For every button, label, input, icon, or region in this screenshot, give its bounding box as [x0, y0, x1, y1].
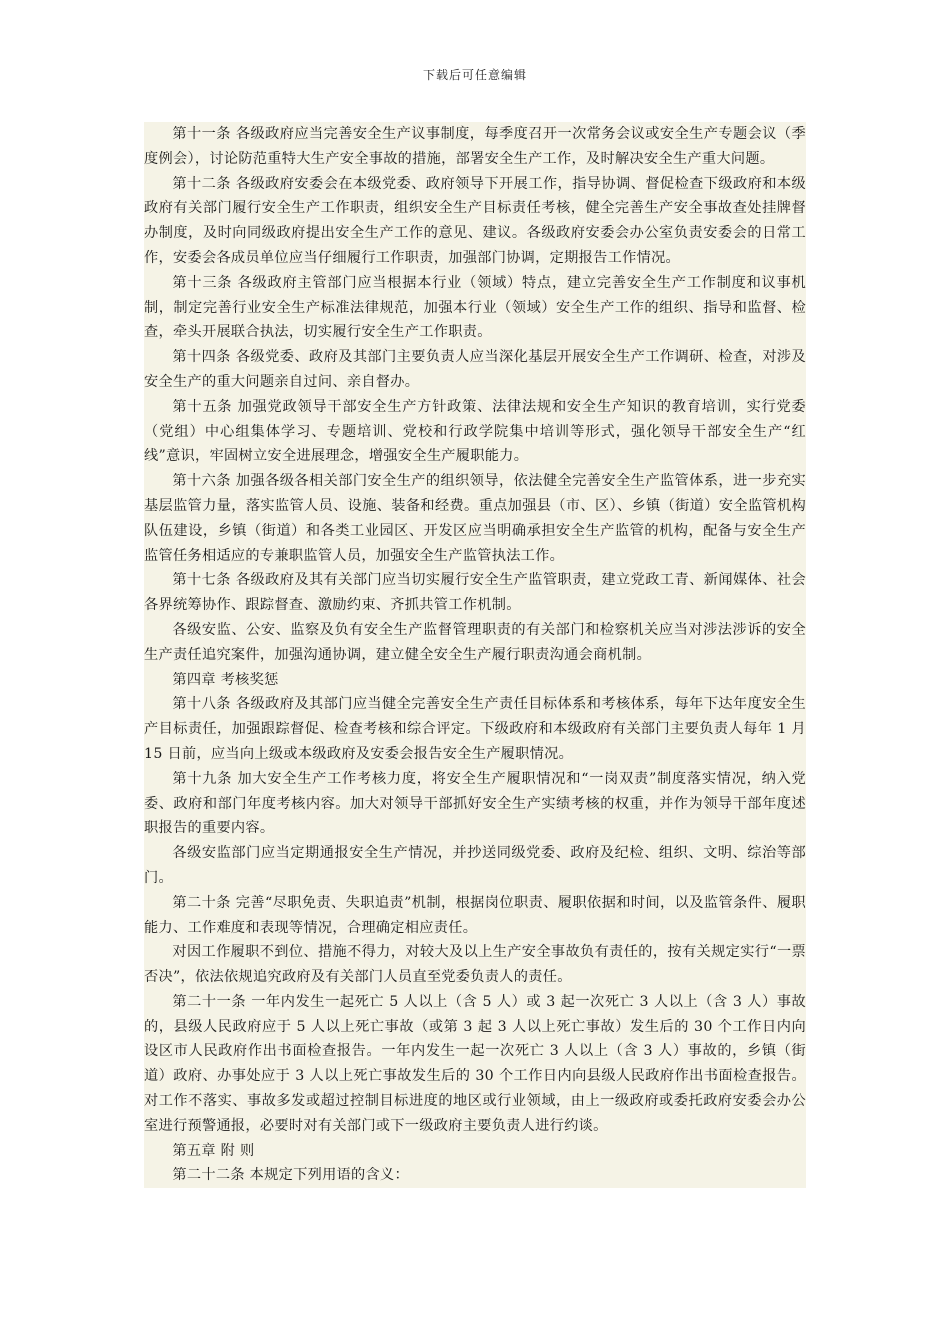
article-19: 第十九条 加大安全生产工作考核力度，将安全生产履职情况和“一岗双责”制度落实情况，纳入党委、政府和部门年度考核内容。加大对领导干部抓好安全生产实绩考核的权重，并作为领导干部年度述职报告的重要内容。 — [144, 770, 806, 837]
article-12: 第十二条 各级政府安委会在本级党委、政府领导下开展工作，指导协调、督促检查下级政府和本级政府有关部门履行安全生产工作职责，组织安全生产目标责任考核，健全完善生产安全事故查处挂牌督办制度，及时向同级政府提出安全生产工作的意见、建议。各级政府安委会办公室负责安委会的日常工作，安委会各成员单位应当仔细履行工作职责，加强部门协调，定期报告工作情况。 — [144, 175, 806, 266]
article-17-supplement: 各级安监、公安、监察及负有安全生产监督管理职责的有关部门和检察机关应当对涉法涉诉的安全生产责任追究案件，加强沟通协调，建立健全安全生产履行职责沟通会商机制。 — [144, 621, 806, 663]
article-14: 第十四条 各级党委、政府及其部门主要负责人应当深化基层开展安全生产工作调研、检查，对涉及安全生产的重大问题亲自过问、亲自督办。 — [144, 349, 806, 390]
article-21: 第二十一条 一年内发生一起死亡 5 人以上（含 5 人）或 3 起一次死亡 3 人以上（含 3 人）事故的，县级人民政府应于 5 人以上死亡事故（或第 3 起 3 人以上死亡事故）发生后的 30 个工作日内向设区市人民政府作出书面检查报告。一年内发生一起一次死亡 3 人以上（含 3 人）事故的，乡镇（街道）政府、办事处应于 3 人以上死亡事故发生后的 30 个工作日内向县级人民政府作出书面检查报告。对工作不落实、事故多发或超过控制目标进度的地区或行业领域，由上一级政府或委托政府安委会办公室进行预警通报，必要时对有关部门或下一级政府主要负责人进行约谈。 — [144, 993, 806, 1134]
article-13: 第十三条 各级政府主管部门应当根据本行业（领域）特点，建立完善安全生产工作制度和议事机制，制定完善行业安全生产标准法律规范，加强本行业（领域）安全生产工作的组织、指导和监督、检查，牵头开展联合执法，切实履行安全生产工作职责。 — [144, 274, 806, 341]
article-16: 第十六条 加强各级各相关部门安全生产的组织领导，依法健全完善安全生产监管体系，进一步充实基层监管力量，落实监管人员、设施、装备和经费。重点加强县（市、区）、乡镇（街道）安全监管机构队伍建设，乡镇（街道）和各类工业园区、开发区应当明确承担安全生产监管的机构，配备与安全生产监管任务相适应的专兼职监管人员，加强安全生产监管执法工作。 — [144, 473, 806, 564]
article-22: 第二十二条 本规定下列用语的含义： — [172, 1167, 410, 1184]
article-20-supplement: 对因工作履职不到位、措施不得力，对较大及以上生产安全事故负有责任的，按有关规定实行“一票否决”，依法依规追究政府及有关部门人员直至党委负责人的责任。 — [144, 944, 806, 986]
page-header: 下载后可任意编辑 — [422, 68, 527, 82]
article-20: 第二十条 完善“尽职免责、失职追责”机制，根据岗位职责、履职依据和时间，以及监管条件、履职能力、工作难度和表现等情况，合理确定相应责任。 — [144, 894, 806, 936]
article-18: 第十八条 各级政府及其部门应当健全完善安全生产责任目标体系和考核体系，每年下达年度安全生产目标责任，加强跟踪督促、检查考核和综合评定。下级政府和本级政府有关部门主要负责人每年 1 月 15 日前，应当向上级或本级政府及安委会报告安全生产履职情况。 — [144, 696, 806, 762]
chapter-4-heading: 第四章 考核奖惩 — [172, 671, 279, 688]
article-15: 第十五条 加强党政领导干部安全生产方针政策、法律法规和安全生产知识的教育培训，实行党委（党组）中心组集体学习、专题培训、党校和行政学院集中培训等形式，强化领导干部安全生产“红线”意识，牢固树立安全进展理念，增强安全生产履职能力。 — [144, 398, 806, 465]
document-body — [144, 122, 806, 1188]
chapter-5-heading: 第五章 附 则 — [172, 1142, 255, 1159]
article-19-supplement: 各级安监部门应当定期通报安全生产情况，并抄送同级党委、政府及纪检、组织、文明、综治等部门。 — [144, 845, 806, 886]
article-11: 第十一条 各级政府应当完善安全生产议事制度，每季度召开一次常务会议或安全生产专题会议（季度例会），讨论防范重特大生产安全事故的措施，部署安全生产工作，及时解决安全生产重大问题。 — [144, 126, 806, 167]
article-17: 第十七条 各级政府及其有关部门应当切实履行安全生产监管职责，建立党政工青、新闻媒体、社会各界统筹协作、跟踪督查、激励约束、齐抓共管工作机制。 — [144, 572, 806, 614]
